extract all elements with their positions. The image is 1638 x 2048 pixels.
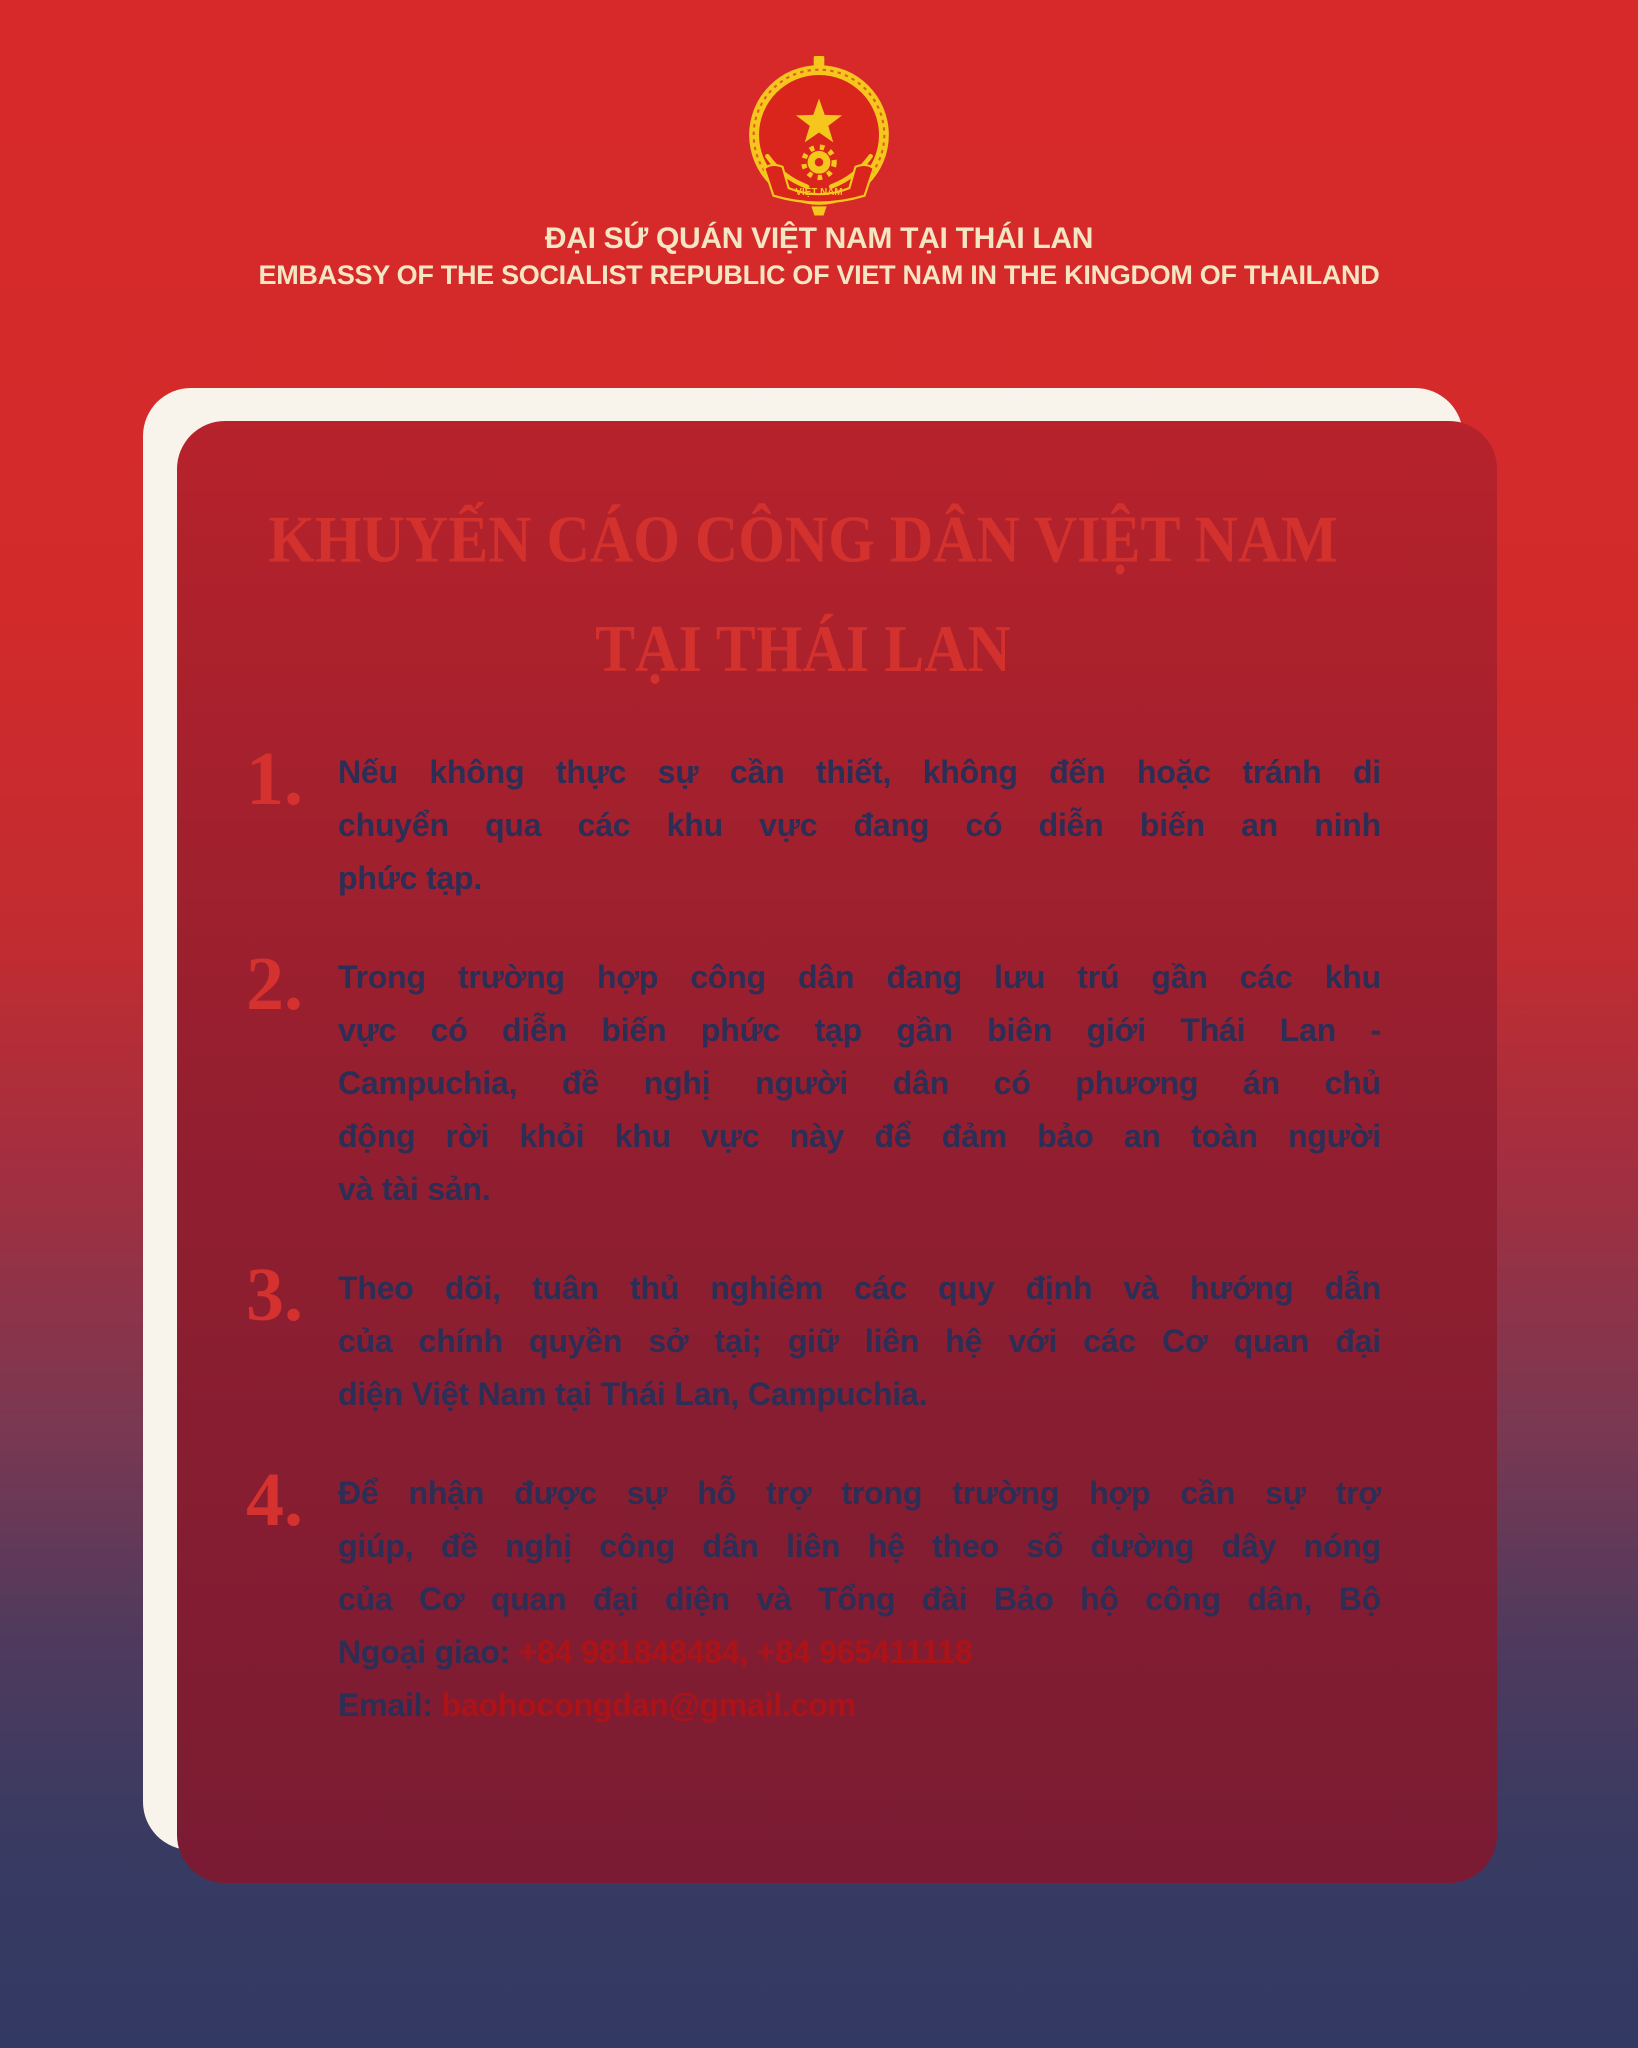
- item-3-text: [338, 1262, 1381, 1421]
- text-line: vực có diễn biến phức tạp gần biên giới Thái Lan -: [338, 1012, 1381, 1048]
- text-line: của Cơ quan đại diện và Tổng đài Bảo hộ công dân, Bộ: [338, 1581, 1381, 1617]
- text-line: Để nhận được sự hỗ trợ trong trường hợp cần sự trợ: [338, 1475, 1381, 1511]
- text-line: Nếu không thực sự cần thiết, không đến hoặc tránh di: [338, 754, 1381, 790]
- text-line: chuyển qua các khu vực đang có diễn biến an ninh: [338, 807, 1381, 843]
- vietnam-national-emblem-icon: [743, 56, 895, 220]
- email-label: Email:: [338, 1687, 442, 1723]
- advisory-item-1: [246, 737, 1381, 905]
- email-address: baohocongdan@gmail.com: [441, 1687, 856, 1723]
- hotline-numbers: +84 981848484, +84 965411118: [518, 1634, 973, 1670]
- embassy-name-vietnamese: ĐẠI SỨ QUÁN VIỆT NAM TẠI THÁI LAN: [544, 222, 1094, 255]
- text-line: phức tạp.: [338, 860, 483, 896]
- text-line: Theo dõi, tuân thủ nghiêm các quy định và hướng dẫn: [338, 1270, 1381, 1306]
- advisory-title-line1: KHUYẾN CÁO CÔNG DÂN VIỆT NAM: [268, 501, 1338, 576]
- advisory-items: [246, 737, 1381, 1732]
- emblem-banner-text: VIỆT NAM: [795, 186, 843, 198]
- item-1-text: [338, 746, 1381, 905]
- item-4-number: 4.: [246, 1458, 303, 1542]
- advisory-item-2: [246, 942, 1381, 1216]
- advisory-item-3: [246, 1253, 1381, 1421]
- text-line: giúp, đề nghị công dân liên hệ theo số đường dây nóng: [338, 1528, 1381, 1564]
- text-line: động rời khỏi khu vực này để đảm bảo an toàn người: [338, 1118, 1381, 1154]
- advisory-item-4: [246, 1458, 1381, 1732]
- item-4-text: [338, 1467, 1381, 1732]
- advisory-title-line2: TẠI THÁI LAN: [595, 611, 1011, 686]
- text-line: Campuchia, đề nghị người dân có phương án chủ: [338, 1065, 1381, 1101]
- email-line: [338, 1679, 1381, 1732]
- text-line: của chính quyền sở tại; giữ liên hệ với các Cơ quan đại: [338, 1323, 1381, 1359]
- item-1-number: 1.: [246, 737, 303, 821]
- hotline-line: [338, 1626, 1381, 1679]
- embassy-name-english: EMBASSY OF THE SOCIALIST REPUBLIC OF VIET NAM IN THE KINGDOM OF THAILAND: [258, 260, 1380, 290]
- text-line: và tài sản.: [338, 1171, 491, 1207]
- advisory-card: [143, 388, 1463, 1850]
- advisory-title: [143, 484, 1463, 704]
- hotline-label: Ngoại giao:: [338, 1634, 519, 1670]
- text-line: Trong trường hợp công dân đang lưu trú gần các khu: [338, 959, 1381, 995]
- item-3-number: 3.: [246, 1253, 303, 1337]
- text-line: diện Việt Nam tại Thái Lan, Campuchia.: [338, 1376, 928, 1412]
- item-2-number: 2.: [246, 942, 303, 1026]
- item-2-text: [338, 951, 1381, 1216]
